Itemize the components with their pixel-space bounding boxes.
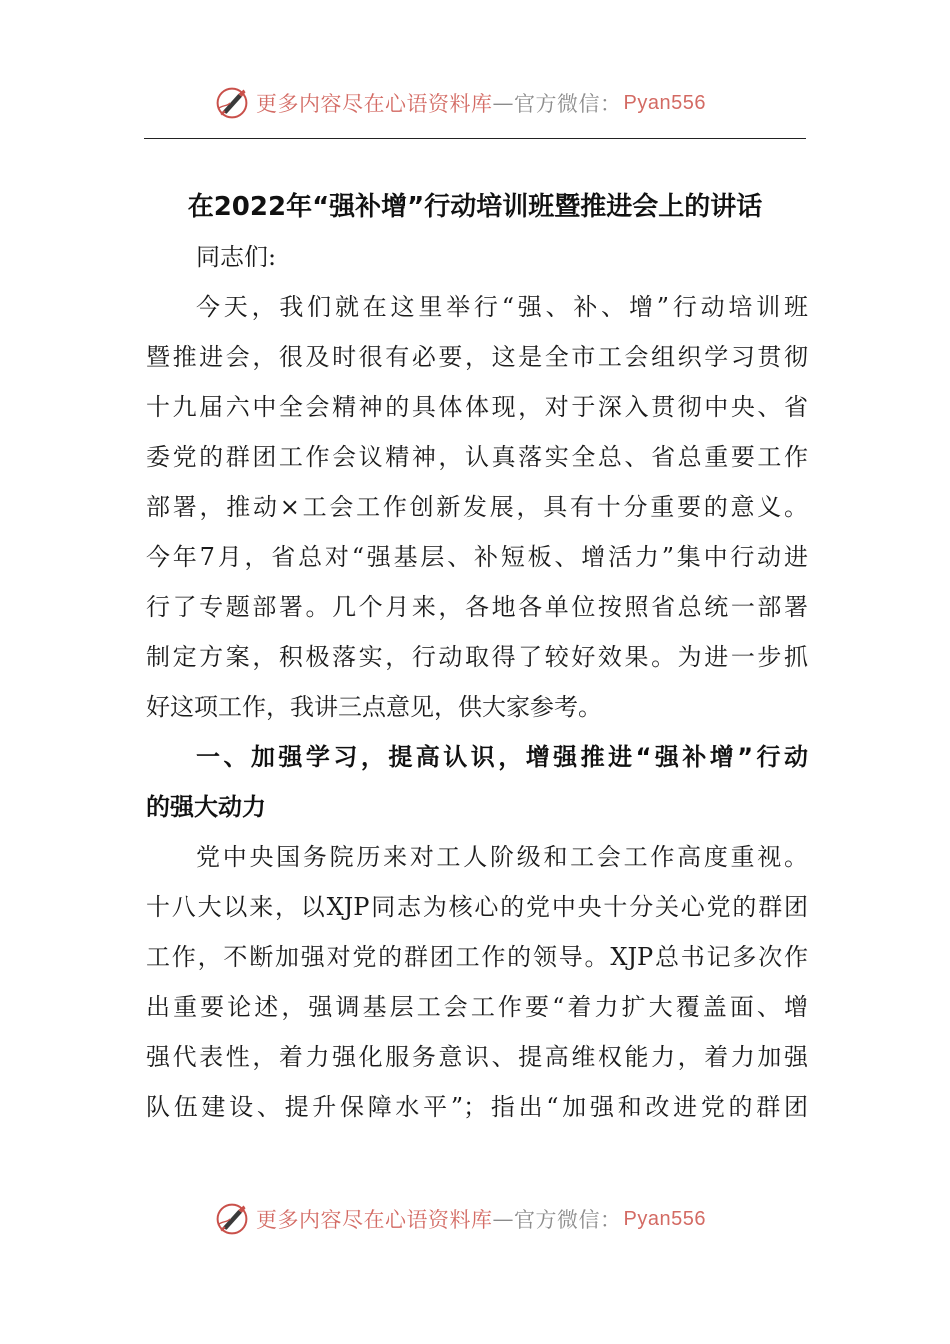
paragraph-line: 十九届六中全会精神的具体体现，对于深入贯彻中央、省 (146, 393, 808, 421)
paragraph-line: 好这项工作，我讲三点意见，供大家参考。 (146, 693, 602, 721)
footer-banner (0, 1196, 950, 1242)
banner-wechat-id: Pyan556 (623, 91, 706, 114)
paragraph-line: 制定方案，积极落实，行动取得了较好效果。为进一步抓 (146, 643, 808, 671)
section-heading: 一、加强学习，提高认识，增强推进“强补增”行动 (196, 743, 808, 771)
paragraph-line: 出重要论述，强调基层工会工作要“着力扩大覆盖面、增 (146, 993, 808, 1021)
pen-quill-logo-icon (214, 85, 250, 121)
banner-wechat-id: Pyan556 (623, 1207, 706, 1230)
paragraph-line: 强代表性，着力强化服务意识、提高维权能力，着力加强 (146, 1043, 808, 1071)
paragraph-line: 委党的群团工作会议精神，认真落实全总、省总重要工作 (146, 443, 808, 471)
banner-dash: — (492, 1207, 515, 1231)
paragraph-line: 十八大以来，以XJP同志为核心的党中央十分关心党的群团 (146, 893, 808, 921)
banner-library-text: 更多内容尽在心语资料库 (256, 92, 493, 116)
banner-wechat-label: 官方微信： (514, 92, 622, 116)
section-heading: 的强大动力 (146, 793, 266, 821)
paragraph-line: 工作，不断加强对党的群团工作的领导。XJP总书记多次作 (146, 943, 808, 971)
pen-quill-logo-icon (214, 1201, 250, 1237)
paragraph-line: 部署，推动×工会工作创新发展，具有十分重要的意义。 (146, 493, 808, 521)
banner-library-text: 更多内容尽在心语资料库 (256, 1208, 493, 1232)
paragraph-line: 暨推进会，很及时很有必要，这是全市工会组织学习贯彻 (146, 343, 808, 371)
banner-dash: — (492, 91, 515, 115)
banner-wechat-label: 官方微信： (514, 1208, 622, 1232)
header-divider (144, 138, 806, 139)
paragraph-line: 今年7月，省总对“强基层、补短板、增活力”集中行动进 (146, 543, 808, 571)
header-banner (0, 80, 950, 126)
paragraph-line: 队伍建设、提升保障水平”；指出“加强和改进党的群团 (146, 1093, 808, 1121)
document-title: 在2022年“强补增”行动培训班暨推进会上的讲话 (187, 192, 763, 222)
paragraph-line: 今天，我们就在这里举行“强、补、增”行动培训班 (196, 293, 808, 321)
paragraph-line: 行了专题部署。几个月来，各地各单位按照省总统一部署 (146, 593, 808, 621)
document-body (146, 232, 808, 1132)
salutation: 同志们: (196, 243, 277, 271)
paragraph-line: 党中央国务院历来对工人阶级和工会工作高度重视。 (196, 843, 808, 871)
